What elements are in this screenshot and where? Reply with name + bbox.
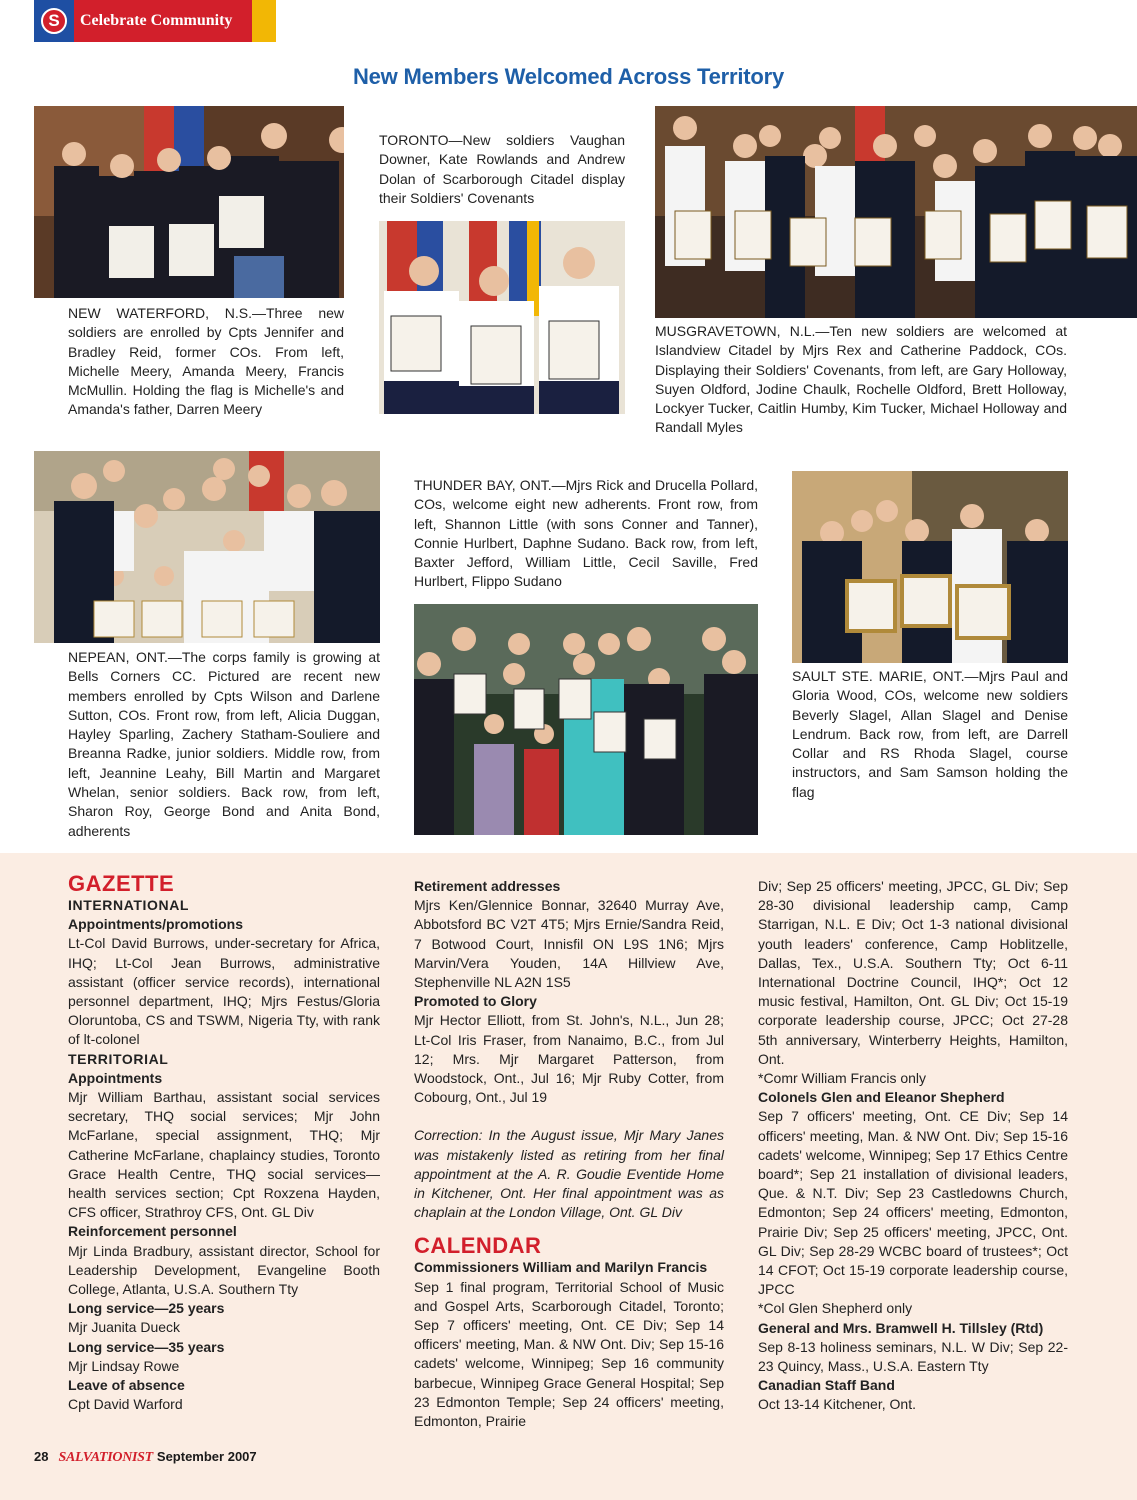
long-service-35-text: Mjr Lindsay Rowe <box>68 1357 180 1374</box>
long-service-25-text: Mjr Juanita Dueck <box>68 1319 181 1336</box>
retirement-heading: Retirement addresses <box>414 878 561 894</box>
issue-date: September 2007 <box>156 1449 257 1464</box>
photo-musgravetown <box>655 106 1137 318</box>
caption-nepean: NEPEAN, ONT.—The corps family is growing at Bells Corners CC. Pictured are recent new members enrolled by Cpts Wilson and Darlene Sutton, COs. Front row, from left, Alicia Duggan, Hayley Sparling, Zachery Statham-Souliere and Breanna Radke, junior soldiers. Middle row, from left, Jeannine Leahy, Bill Martin and Margaret Whelan, senior soldiers. Back row, from left, Sharon Roy, George Bond and Anita Bond, adherents <box>68 649 380 839</box>
tillsley-text: Sep 8-13 holiness seminars, N.L. W Div; Sep 22-23 Quincy, Mass., U.S.A. Eastern Tty <box>758 1338 1068 1375</box>
francis-text: Sep 1 final program, Territorial School of Music and Gospel Arts, Scarborough Citadel, Toronto; Sep 7 officers' meeting, Ont. CE Div; Sep 14 officers' meeting, Man. & NW Ont. Div; Sep 15-16 cadets' welcome, Winnipeg; Sep 16 community barbecue, Winnipeg Grace General Hospital; Sep 23 Edmonton Temple; Sep 24 officers' meeting, Edmonton, Prairie <box>414 1278 724 1430</box>
francis-text-continued: Div; Sep 25 officers' meeting, JPCC, GL Div; Sep 28-30 divisional leadership camp, Camp Starrigan, N.L. E Div; Oct 1-3 national divisional youth leaders' conference, Camp Hoblitzelle, Dallas, Tex., U.S.A. Southern Tty; Oct 6-11 International Doctrine Council, IHQ*; Oct 12 music festival, Hamilton, Ont. GL Div; Oct 15-19 corporate leadership course, JPCC; Oct 27-28 5th anniversary, Winterberry Heights, Hamilton, Ont. <box>758 878 1068 1067</box>
gazette-title: GAZETTE <box>68 871 175 896</box>
shepherd-note: *Col Glen Shepherd only <box>758 1300 913 1317</box>
reinforcement-heading: Reinforcement personnel <box>68 1223 237 1240</box>
retirement-text: Mjrs Ken/Glennice Bonnar, 32640 Murray Ave, Abbotsford BC V2T 4T5; Mjrs Ernie/Sandra Reid, 7 Botwood Court, Innisfil ON L9S 1N6; Mjrs Marvin/Vera Youden, 14A Hillview Ave, Stephenville NL A2N 1S5 <box>414 897 724 991</box>
section-label: Celebrate Community <box>74 0 252 42</box>
appointments-heading: Appointments <box>68 1069 163 1086</box>
photo-new-waterford <box>34 106 344 298</box>
glory-heading: Promoted to Glory <box>414 993 537 1010</box>
page-title: New Members Welcomed Across Territory <box>352 64 785 89</box>
reinforcement-text: Mjr Linda Bradbury, assistant director, School for Leadership Development, Evangeline Booth College, Atlanta, U.S.A. Southern Tty <box>68 1242 380 1298</box>
caption-musgravetown: MUSGRAVETOWN, N.L.—Ten new soldiers are welcomed at Islandview Citadel by Mjrs Rex and Catherine Paddock, COs. Displaying their Soldiers' Covenants, from left, are Gary Holloway, Suyen Oldford, Jodine Chaulk, Rochelle Oldford, Brett Holloway, Lockyer Tucker, Caitlin Humby, Kim Tucker, Michael Holloway and Randall Myles <box>655 323 1067 436</box>
francis-heading: Commissioners William and Marilyn Francis <box>414 1259 708 1276</box>
shield-logo-icon: S <box>41 8 67 34</box>
page-number: 28 <box>34 1449 49 1464</box>
caption-sault-ste-marie: SAULT STE. MARIE, ONT.—Mjrs Paul and Gloria Wood, COs, welcome new soldiers Beverly Slagel, Allan Slagel and Denise Lendrum. Back row, from left, are Darrell Collar and RS Rhoda Slagel, course instructors, and Sam Samson holding the flag <box>792 668 1068 800</box>
shepherd-heading: Colonels Glen and Eleanor Shepherd <box>758 1089 1005 1106</box>
right-column <box>758 877 1068 1415</box>
appointments-promotions-text: Lt-Col David Burrows, under-secretary for Africa, IHQ; Lt-Col Jean Burrows, administrative assistant (officer service records), international personnel department, IHQ; Mjrs Festus/Gloria Oloruntoba, CS and TSWM, Nigeria Tty, with rank of lt-colonel <box>68 935 380 1048</box>
appointments-text: Mjr William Barthau, assistant social services secretary, THQ social services; Mjr John McFarlane, special assignment, THQ; Mjr Catherine McFarlane, chaplaincy studies, Toronto Grace Health Centre, THQ social services—health services section; Cpt Roxzena Hayden, CFS officer, Strathroy CFS, Ont. GL Div <box>68 1089 380 1221</box>
caption-toronto: TORONTO—New soldiers Vaughan Downer, Kate Rowlands and Andrew Dolan of Scarborough Citadel display their Soldiers' Covenants <box>379 132 625 206</box>
francis-note: *Comr William Francis only <box>758 1070 927 1087</box>
gazette-column <box>68 872 380 1414</box>
photo-sault-ste-marie <box>792 471 1068 663</box>
tillsley-heading: General and Mrs. Bramwell H. Tillsley (Rtd) <box>758 1319 1044 1336</box>
glory-text: Mjr Hector Elliott, from St. John's, N.L., Jun 28; Lt-Col Iris Fraser, from Nanaimo, B.C., from Jul 12; Mrs. Mjr Margaret Patterson, from Woodstock, Ont., Jul 16; Mjr Ruby Cotter, from Cobourg, Ont., Jul 19 <box>414 1012 724 1106</box>
correction-text: Correction: In the August issue, Mjr Mary Janes was mistakenly listed as retiring from her final appointment at the A. R. Goudie Eventide Home in Kitchener, Ont. Her final appointment was as chaplain at the London Village, Ont. GL Div <box>414 1127 724 1221</box>
calendar-title: CALENDAR <box>414 1233 542 1259</box>
photo-nepean <box>34 451 380 643</box>
long-service-35-heading: Long service—35 years <box>68 1338 225 1355</box>
territorial-heading: TERRITORIAL <box>68 1050 169 1067</box>
shepherd-text: Sep 7 officers' meeting, Ont. CE Div; Sep 14 officers' meeting, Man. & NW Ont. Div; Sep 15-16 cadets' welcome, Winnipeg; Sep 17 Ethics Centre board*; Sep 21 installation of divisional leaders, Que. & N.T. Div; Sep 23 Castledowns Church, Edmonton; Sep 24 officers' meeting, Edmonton, Prairie Div; Sep 25 officers' meeting, JPCC, Ont. GL Div; Sep 28-29 WCBC board of trustees*; Oct 14 CFOT; Oct 15-19 corporate leadership course, JPCC <box>758 1108 1068 1298</box>
caption-new-waterford: NEW WATERFORD, N.S.—Three new soldiers are enrolled by Cpts Jennifer and Bradley Reid, former COs. From left, Michelle Meery, Amanda Meery, Francis McMullin. Holding the flag is Michelle's and Amanda's father, Darren Meery <box>68 305 344 418</box>
international-heading: INTERNATIONAL <box>68 897 190 913</box>
photo-toronto <box>379 221 625 414</box>
middle-column <box>414 877 724 1431</box>
page-footer <box>34 1449 257 1466</box>
leave-heading: Leave of absence <box>68 1377 185 1394</box>
leave-text: Cpt David Warford <box>68 1396 183 1413</box>
appointments-promotions-heading: Appointments/promotions <box>68 916 243 933</box>
magazine-name: SALVATIONIST <box>58 1450 153 1465</box>
long-service-25-heading: Long service—25 years <box>68 1300 225 1317</box>
photo-thunder-bay <box>414 604 758 835</box>
section-tab <box>34 0 278 42</box>
caption-thunder-bay: THUNDER BAY, ONT.—Mjrs Rick and Drucella Pollard, COs, welcome eight new adherents. Front row, from left, Shannon Little (with sons Conner and Tanner), Connie Hurlbert, Daphne Sudano. Back row, from left, Baxter Jefford, William Little, Cecil Saville, Fred Hurlbert, Flippo Sudano <box>414 477 758 590</box>
staff-band-heading: Canadian Staff Band <box>758 1377 895 1394</box>
staff-band-text: Oct 13-14 Kitchener, Ont. <box>758 1396 916 1413</box>
